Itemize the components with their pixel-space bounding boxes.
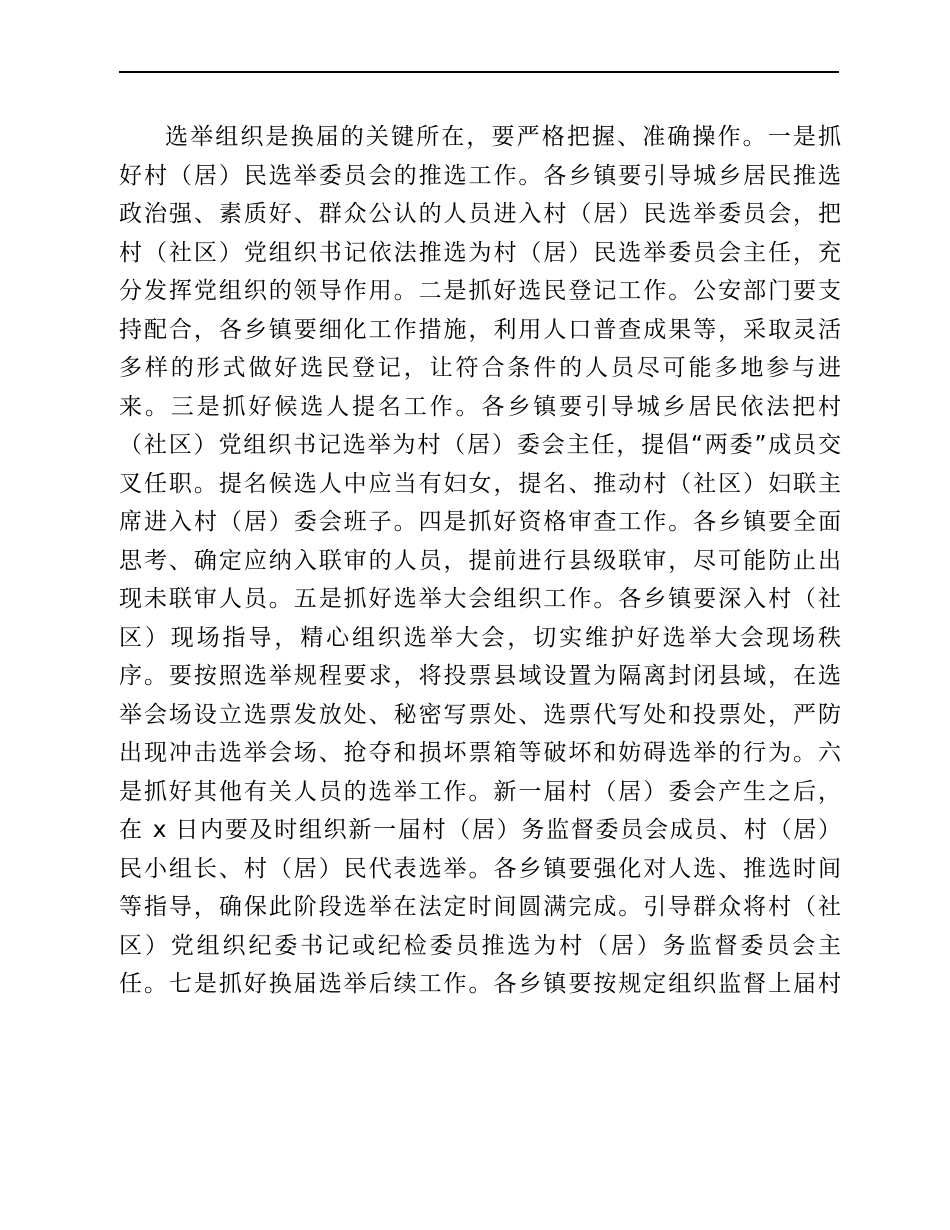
text-line: 现未联审人员。五是抓好选举大会组织工作。各乡镇要深入村（社 [119,586,841,612]
text-line: 举会场设立选票发放处、秘密写票处、选票代写处和投票处，严防 [119,701,841,728]
text-line: 分发挥党组织的领导作用。二是抓好选民登记工作。公安部门要支 [119,278,841,304]
text-line: 思考、确定应纳入联审的人员，提前进行县级联审，尽可能防止出 [119,547,841,574]
text-line: 政治强、素质好、群众公认的人员进入村（居）民选举委员会，把 [119,201,841,227]
text-line: （社区）党组织书记选举为村（居）委会主任，提倡“两委”成员交 [119,432,841,458]
text-line: 持配合，各乡镇要细化工作措施，利用人口普查成果等，采取灵活 [119,316,841,343]
text-line: 来。三是抓好候选人提名工作。各乡镇要引导城乡居民依法把村 [119,393,841,420]
text-line: 序。要按照选举规程要求，将投票县域设置为隔离封闭县域，在选 [119,663,841,689]
text-line: 好村（居）民选举委员会的推选工作。各乡镇要引导城乡居民推选 [119,162,841,189]
text-line: 任。七是抓好换届选举后续工作。各乡镇要按规定组织监督上届村 [119,971,841,997]
text-line: 民小组长、村（居）民代表选举。各乡镇要强化对人选、推选时间 [119,855,841,882]
text-line: 席进入村（居）委会班子。四是抓好资格审查工作。各乡镇要全面 [119,509,841,535]
text-line: 叉任职。提名候选人中应当有妇女，提名、推动村（社区）妇联主 [119,470,841,497]
text-line: 区）党组织纪委书记或纪检委员推选为村（居）务监督委员会主 [119,932,841,959]
text-line: 出现冲击选举会场、抢夺和损坏票箱等破坏和妨碍选举的行为。六 [119,740,841,766]
text-line: 选举组织是换届的关键所在，要严格把握、准确操作。一是抓 [165,124,841,150]
text-line: 多样的形式做好选民登记，让符合条件的人员尽可能多地参与进 [119,355,841,381]
text-line: 村（社区）党组织书记依法推选为村（居）民选举委员会主任，充 [119,239,841,266]
body-paragraph [119,118,841,1004]
text-line: 在 x 日内要及时组织新一届村（居）务监督委员会成员、村（居） [119,817,841,843]
header-rule [119,71,839,73]
text-line: 等指导，确保此阶段选举在法定时间圆满完成。引导群众将村（社 [119,894,841,920]
text-line: 是抓好其他有关人员的选举工作。新一届村（居）委会产生之后， [119,778,841,805]
text-line: 区）现场指导，精心组织选举大会，切实维护好选举大会现场秩 [119,624,841,651]
